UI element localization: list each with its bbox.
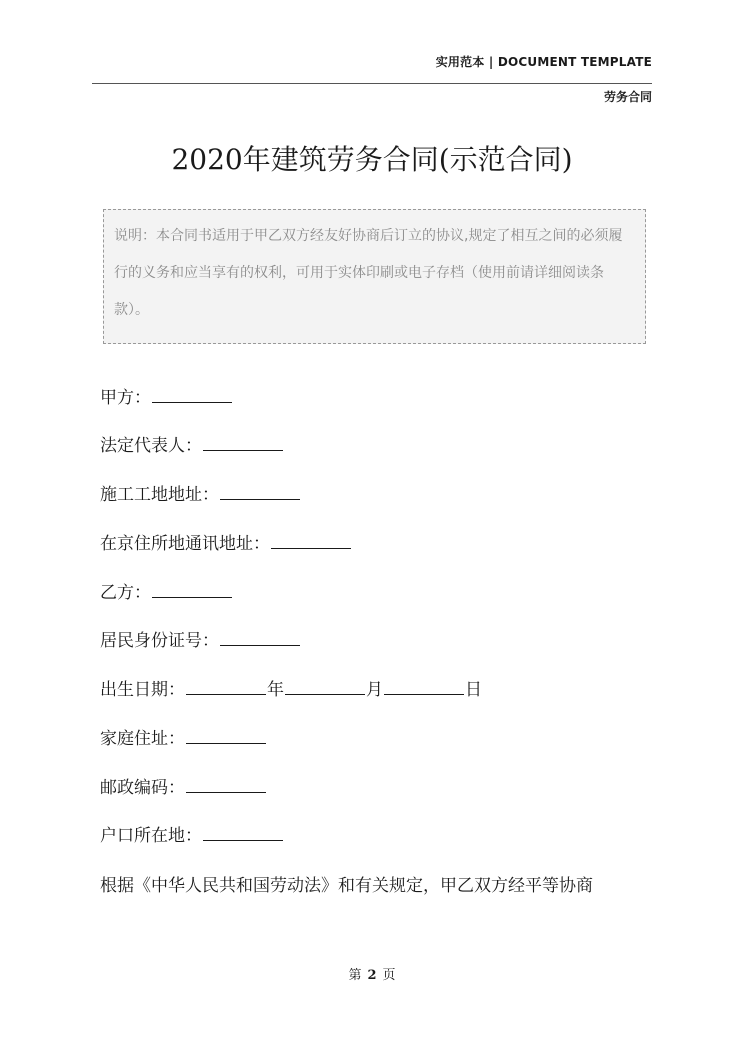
blank-line (186, 776, 266, 793)
field-postal-code (100, 773, 267, 798)
field-label: 施工工地地址： (100, 485, 219, 505)
page-footer (0, 964, 744, 983)
field-label: 邮政编码： (100, 778, 185, 798)
document-title: 2020年建筑劳务合同(示范合同) (171, 143, 573, 176)
blank-line (186, 727, 266, 744)
blank-line (203, 824, 283, 841)
page-prefix: 第 (348, 968, 362, 983)
blank-line (220, 483, 300, 500)
field-label: 甲方： (100, 388, 151, 408)
field-party-b (100, 578, 233, 603)
field-party-a (100, 383, 233, 408)
blank-line (152, 581, 232, 598)
header-subtitle: 劳务合同 (603, 90, 652, 104)
blank-line (186, 678, 266, 695)
header-label: 实用范本 | DOCUMENT TEMPLATE (435, 55, 652, 69)
field-id-number (100, 626, 301, 651)
blank-line (384, 678, 464, 695)
field-label: 在京住所地通讯地址： (100, 534, 270, 554)
field-hukou (100, 821, 284, 846)
field-label: 家庭住址： (100, 729, 185, 749)
day-label: 日 (465, 680, 482, 700)
blank-line (203, 434, 283, 451)
blank-line (285, 678, 365, 695)
field-label: 居民身份证号： (100, 631, 219, 651)
note-box (103, 209, 646, 344)
note-text: 说明：本合同书适用于甲乙双方经友好协商后订立的协议,规定了相互之间的必须履行的义务和应当享有的权利，可用于实体印刷或电子存档（使用前请详细阅读条款）。 (114, 228, 623, 318)
field-label: 出生日期： (100, 680, 185, 700)
field-label: 户口所在地： (100, 826, 202, 846)
header-divider (92, 83, 652, 84)
field-beijing-address (100, 529, 352, 554)
field-label: 法定代表人： (100, 436, 202, 456)
field-home-address (100, 724, 267, 749)
page-suffix: 页 (382, 968, 396, 983)
closing-paragraph: 根据《中华人民共和国劳动法》和有关规定，甲乙双方经平等协商 (100, 876, 593, 896)
blank-line (271, 532, 351, 549)
blank-line (220, 629, 300, 646)
blank-line (152, 386, 232, 403)
field-birth-date (100, 675, 482, 700)
field-site-address (100, 480, 301, 505)
field-label: 乙方： (100, 583, 151, 603)
page-number: 2 (367, 968, 377, 983)
month-label: 月 (366, 680, 383, 700)
field-legal-rep (100, 431, 284, 456)
year-label: 年 (267, 680, 284, 700)
